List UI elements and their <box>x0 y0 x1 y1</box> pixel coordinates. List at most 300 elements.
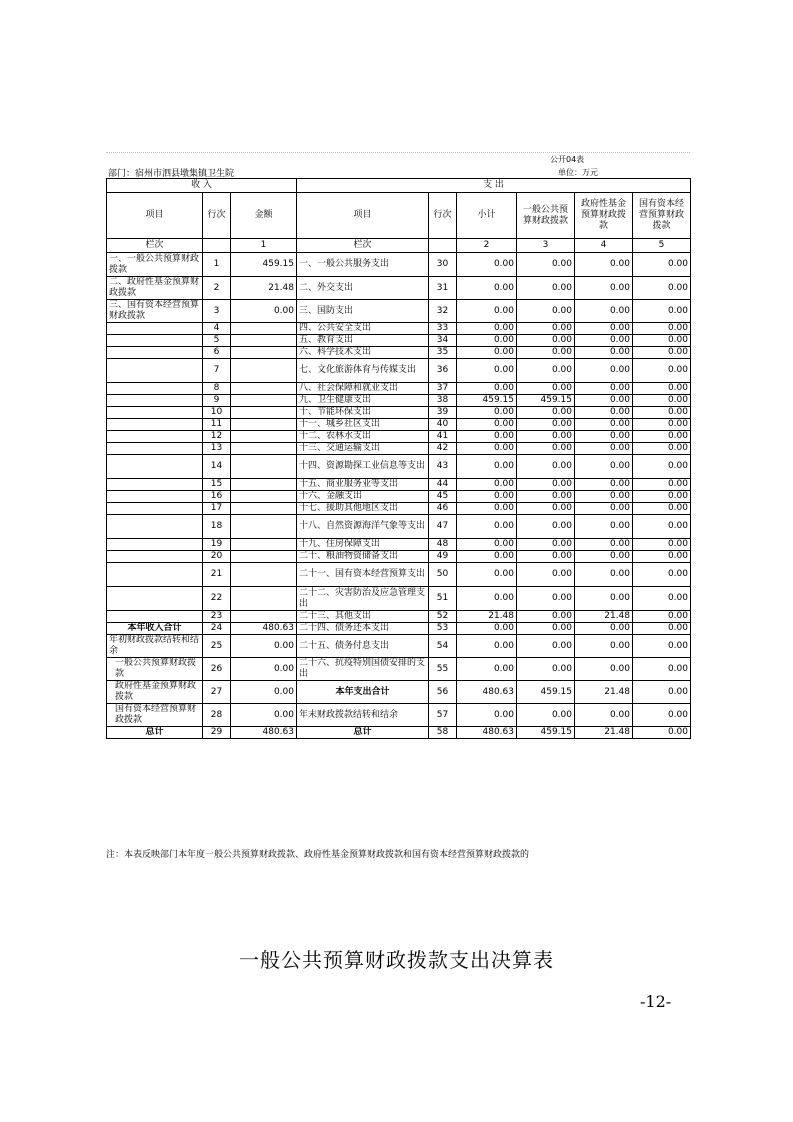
income-item: 总计 <box>107 727 203 739</box>
fund-value: 0.00 <box>575 503 633 515</box>
expense-item: 十八、自然资源海洋气象等支出 <box>297 515 429 539</box>
table-row <box>107 300 691 323</box>
expense-item: 总计 <box>297 727 429 739</box>
income-amount <box>231 335 297 347</box>
table-row <box>107 658 691 681</box>
income-row-no: 21 <box>203 563 231 587</box>
expense-row-no-header: 行次 <box>429 193 457 239</box>
income-item <box>107 383 203 395</box>
expense-row-no: 49 <box>429 551 457 563</box>
general-value: 0.00 <box>517 551 575 563</box>
general-value: 459.15 <box>517 681 575 704</box>
general-value: 0.00 <box>517 253 575 277</box>
income-item-header: 项目 <box>107 193 203 239</box>
general-value: 0.00 <box>517 623 575 635</box>
income-amount: 0.00 <box>231 681 297 704</box>
fund-value: 0.00 <box>575 587 633 611</box>
subtotal-value: 0.00 <box>457 623 517 635</box>
general-value: 459.15 <box>517 395 575 407</box>
budget-table <box>106 178 691 739</box>
fund-value: 0.00 <box>575 323 633 335</box>
income-amount <box>231 563 297 587</box>
fund-value: 0.00 <box>575 347 633 359</box>
subtotal-value: 0.00 <box>457 300 517 323</box>
income-item <box>107 491 203 503</box>
state-value: 0.00 <box>633 704 691 727</box>
expense-row-no: 55 <box>429 658 457 681</box>
expense-item-header: 项目 <box>297 193 429 239</box>
table-row <box>107 277 691 300</box>
table-row <box>107 359 691 383</box>
income-row-no: 5 <box>203 335 231 347</box>
income-row-no: 7 <box>203 359 231 383</box>
table-row <box>107 681 691 704</box>
income-row-no: 27 <box>203 681 231 704</box>
state-value: 0.00 <box>633 587 691 611</box>
general-value: 459.15 <box>517 727 575 739</box>
expense-item: 十一、城乡社区支出 <box>297 419 429 431</box>
income-row-no: 4 <box>203 323 231 335</box>
fund-value: 0.00 <box>575 515 633 539</box>
fund-value: 0.00 <box>575 551 633 563</box>
general-value: 0.00 <box>517 539 575 551</box>
income-amount: 459.15 <box>231 253 297 277</box>
state-value: 0.00 <box>633 681 691 704</box>
col-4: 4 <box>575 239 633 253</box>
fund-value: 21.48 <box>575 681 633 704</box>
state-value: 0.00 <box>633 611 691 623</box>
table-row <box>107 704 691 727</box>
fund-value: 0.00 <box>575 335 633 347</box>
table-row <box>107 419 691 431</box>
table-row <box>107 455 691 479</box>
expense-item: 十五、商业服务业等支出 <box>297 479 429 491</box>
subtotal-value: 0.00 <box>457 277 517 300</box>
expense-item: 二十四、债务还本支出 <box>297 623 429 635</box>
subtotal-value: 0.00 <box>457 635 517 658</box>
fund-value: 0.00 <box>575 300 633 323</box>
col-label: 栏次 <box>107 239 203 253</box>
expense-row-no: 57 <box>429 704 457 727</box>
income-amount <box>231 587 297 611</box>
expense-item: 十、节能环保支出 <box>297 407 429 419</box>
income-amount <box>231 431 297 443</box>
state-value: 0.00 <box>633 479 691 491</box>
income-amount: 480.63 <box>231 727 297 739</box>
expense-header: 支 出 <box>297 179 691 193</box>
header-row-1 <box>107 179 691 193</box>
fund-value: 21.48 <box>575 727 633 739</box>
expense-row-no: 33 <box>429 323 457 335</box>
expense-row-no: 41 <box>429 431 457 443</box>
general-value: 0.00 <box>517 563 575 587</box>
subtotal-value: 0.00 <box>457 359 517 383</box>
income-item <box>107 431 203 443</box>
state-value: 0.00 <box>633 551 691 563</box>
income-amount <box>231 323 297 335</box>
form-code: 公开04表 <box>550 155 585 164</box>
exp-col-blank <box>429 239 457 253</box>
state-value: 0.00 <box>633 635 691 658</box>
subtotal-value: 0.00 <box>457 253 517 277</box>
expense-row-no: 50 <box>429 563 457 587</box>
expense-item: 一、一般公共服务支出 <box>297 253 429 277</box>
income-item <box>107 539 203 551</box>
expense-row-no: 47 <box>429 515 457 539</box>
table-row <box>107 253 691 277</box>
income-item <box>107 515 203 539</box>
expense-row-no: 54 <box>429 635 457 658</box>
exp-col-label: 栏次 <box>297 239 429 253</box>
income-item <box>107 587 203 611</box>
expense-row-no: 52 <box>429 611 457 623</box>
fund-value: 21.48 <box>575 611 633 623</box>
income-amount: 21.48 <box>231 277 297 300</box>
fund-value: 0.00 <box>575 539 633 551</box>
income-row-no: 10 <box>203 407 231 419</box>
income-amount <box>231 347 297 359</box>
income-row-no: 29 <box>203 727 231 739</box>
income-amount: 480.63 <box>231 623 297 635</box>
table-row <box>107 491 691 503</box>
next-table-title: 一般公共预算财政拨款支出决算表 <box>239 948 554 972</box>
income-row-no: 28 <box>203 704 231 727</box>
state-value: 0.00 <box>633 395 691 407</box>
state-value: 0.00 <box>633 623 691 635</box>
subtotal-value: 0.00 <box>457 431 517 443</box>
general-value: 0.00 <box>517 383 575 395</box>
expense-row-no: 40 <box>429 419 457 431</box>
income-row-no: 15 <box>203 479 231 491</box>
income-amount <box>231 455 297 479</box>
general-value: 0.00 <box>517 419 575 431</box>
table-row <box>107 407 691 419</box>
state-value: 0.00 <box>633 419 691 431</box>
income-item <box>107 563 203 587</box>
income-row-no: 16 <box>203 491 231 503</box>
table-row <box>107 563 691 587</box>
general-value: 0.00 <box>517 359 575 383</box>
income-row-no: 17 <box>203 503 231 515</box>
expense-row-no: 44 <box>429 479 457 491</box>
expense-item: 七、文化旅游体育与传媒支出 <box>297 359 429 383</box>
income-amount <box>231 395 297 407</box>
income-item <box>107 323 203 335</box>
income-amount <box>231 503 297 515</box>
expense-row-no: 38 <box>429 395 457 407</box>
income-amount <box>231 515 297 539</box>
table-row <box>107 611 691 623</box>
state-value: 0.00 <box>633 515 691 539</box>
state-value: 0.00 <box>633 563 691 587</box>
expense-row-no: 58 <box>429 727 457 739</box>
subtotal-value: 0.00 <box>457 491 517 503</box>
expense-row-no: 53 <box>429 623 457 635</box>
income-row-no: 20 <box>203 551 231 563</box>
expense-item: 十四、资源勘探工业信息等支出 <box>297 455 429 479</box>
state-value: 0.00 <box>633 455 691 479</box>
expense-item: 二十二、灾害防治及应急管理支出 <box>297 587 429 611</box>
state-value: 0.00 <box>633 383 691 395</box>
table-row <box>107 623 691 635</box>
fund-value: 0.00 <box>575 443 633 455</box>
income-item <box>107 443 203 455</box>
subtotal-value: 0.00 <box>457 335 517 347</box>
expense-row-no: 56 <box>429 681 457 704</box>
income-amount <box>231 479 297 491</box>
subtotal-value: 21.48 <box>457 611 517 623</box>
expense-row-no: 43 <box>429 455 457 479</box>
income-row-no: 13 <box>203 443 231 455</box>
income-item <box>107 347 203 359</box>
general-value: 0.00 <box>517 323 575 335</box>
expense-row-no: 31 <box>429 277 457 300</box>
income-item: 政府性基金预算财政拨款 <box>107 681 203 704</box>
general-value: 0.00 <box>517 443 575 455</box>
subtotal-value: 480.63 <box>457 727 517 739</box>
expense-row-no: 42 <box>429 443 457 455</box>
income-row-no: 19 <box>203 539 231 551</box>
state-value: 0.00 <box>633 431 691 443</box>
table-note: 注：本表反映部门本年度一般公共预算财政拨款、政府性基金预算财政拨款和国有资本经营预算财政拨款的 <box>106 850 530 860</box>
subtotal-value: 0.00 <box>457 515 517 539</box>
income-amount <box>231 551 297 563</box>
col-3: 3 <box>517 239 575 253</box>
col-5: 5 <box>633 239 691 253</box>
expense-item: 十六、金融支出 <box>297 491 429 503</box>
state-value: 0.00 <box>633 253 691 277</box>
expense-item: 八、社会保障和就业支出 <box>297 383 429 395</box>
state-value: 0.00 <box>633 491 691 503</box>
income-row-no: 26 <box>203 658 231 681</box>
subtotal-value: 0.00 <box>457 551 517 563</box>
income-amount <box>231 383 297 395</box>
expense-row-no: 45 <box>429 491 457 503</box>
expense-item: 五、教育支出 <box>297 335 429 347</box>
table-row <box>107 431 691 443</box>
general-value: 0.00 <box>517 491 575 503</box>
table-row <box>107 551 691 563</box>
subtotal-value: 0.00 <box>457 419 517 431</box>
department-name: 部门：宿州市泗县墩集镇卫生院 <box>108 169 235 179</box>
table-row <box>107 635 691 658</box>
income-item <box>107 395 203 407</box>
col-2: 2 <box>457 239 517 253</box>
income-item <box>107 551 203 563</box>
general-value: 0.00 <box>517 431 575 443</box>
subtotal-value: 459.15 <box>457 395 517 407</box>
fund-value: 0.00 <box>575 704 633 727</box>
fund-value: 0.00 <box>575 419 633 431</box>
table-row <box>107 395 691 407</box>
expense-row-no: 34 <box>429 335 457 347</box>
col-1: 1 <box>231 239 297 253</box>
income-item <box>107 455 203 479</box>
income-item <box>107 479 203 491</box>
income-item <box>107 407 203 419</box>
income-row-no: 18 <box>203 515 231 539</box>
income-row-no: 3 <box>203 300 231 323</box>
expense-item: 十七、援助其他地区支出 <box>297 503 429 515</box>
expense-row-no: 30 <box>429 253 457 277</box>
expense-row-no: 39 <box>429 407 457 419</box>
table-row <box>107 323 691 335</box>
table-row <box>107 503 691 515</box>
expense-row-no: 51 <box>429 587 457 611</box>
income-amount: 0.00 <box>231 300 297 323</box>
subtotal-value: 0.00 <box>457 323 517 335</box>
unit-label: 单位：万元 <box>558 168 598 177</box>
income-item: 年初财政拨款结转和结余 <box>107 635 203 658</box>
general-value: 0.00 <box>517 455 575 479</box>
expense-row-no: 48 <box>429 539 457 551</box>
fund-value: 0.00 <box>575 359 633 383</box>
expense-row-no: 35 <box>429 347 457 359</box>
subtotal-value: 0.00 <box>457 347 517 359</box>
fund-value: 0.00 <box>575 277 633 300</box>
income-amount <box>231 359 297 383</box>
fund-value: 0.00 <box>575 635 633 658</box>
subtotal-value: 0.00 <box>457 479 517 491</box>
subtotal-value: 480.63 <box>457 681 517 704</box>
income-row-no: 12 <box>203 431 231 443</box>
income-item: 三、国有资本经营预算财政拨款 <box>107 300 203 323</box>
state-value: 0.00 <box>633 539 691 551</box>
income-row-no: 9 <box>203 395 231 407</box>
income-amount <box>231 491 297 503</box>
table-row <box>107 479 691 491</box>
subtotal-value: 0.00 <box>457 383 517 395</box>
general-value: 0.00 <box>517 704 575 727</box>
income-item <box>107 611 203 623</box>
income-row-no: 24 <box>203 623 231 635</box>
income-amount: 0.00 <box>231 658 297 681</box>
col-blank <box>203 239 231 253</box>
income-row-no: 6 <box>203 347 231 359</box>
income-item: 一般公共预算财政拨款 <box>107 658 203 681</box>
expense-item: 二十五、债务付息支出 <box>297 635 429 658</box>
income-item: 本年收入合计 <box>107 623 203 635</box>
income-row-no: 25 <box>203 635 231 658</box>
expense-item: 十九、住房保障支出 <box>297 539 429 551</box>
expense-item: 二十六、抗疫特别国债安排的支出 <box>297 658 429 681</box>
state-header: 国有资本经营预算财政拨款 <box>633 193 691 239</box>
fund-value: 0.00 <box>575 395 633 407</box>
subtotal-value: 0.00 <box>457 704 517 727</box>
expense-item: 二十、粮油物资储备支出 <box>297 551 429 563</box>
fund-value: 0.00 <box>575 658 633 681</box>
general-value: 0.00 <box>517 335 575 347</box>
table-row <box>107 587 691 611</box>
state-value: 0.00 <box>633 503 691 515</box>
expense-item: 二十一、国有资本经营预算支出 <box>297 563 429 587</box>
general-value: 0.00 <box>517 515 575 539</box>
subtotal-value: 0.00 <box>457 503 517 515</box>
income-row-no: 23 <box>203 611 231 623</box>
state-value: 0.00 <box>633 359 691 383</box>
fund-value: 0.00 <box>575 479 633 491</box>
subtotal-value: 0.00 <box>457 455 517 479</box>
income-row-no: 14 <box>203 455 231 479</box>
income-row-no: 22 <box>203 587 231 611</box>
expense-item: 六、科学技术支出 <box>297 347 429 359</box>
state-value: 0.00 <box>633 335 691 347</box>
expense-item: 十二、农林水支出 <box>297 431 429 443</box>
table-row <box>107 335 691 347</box>
expense-item: 年末财政拨款结转和结余 <box>297 704 429 727</box>
income-item <box>107 335 203 347</box>
income-amount <box>231 419 297 431</box>
state-value: 0.00 <box>633 300 691 323</box>
subtotal-value: 0.00 <box>457 539 517 551</box>
expense-row-no: 32 <box>429 300 457 323</box>
general-value: 0.00 <box>517 479 575 491</box>
general-header: 一般公共预算财政拨款 <box>517 193 575 239</box>
fund-value: 0.00 <box>575 563 633 587</box>
table-row <box>107 727 691 739</box>
table-row <box>107 347 691 359</box>
subtotal-header: 小计 <box>457 193 517 239</box>
column-number-row <box>107 239 691 253</box>
fund-value: 0.00 <box>575 431 633 443</box>
expense-item: 三、国防支出 <box>297 300 429 323</box>
fund-value: 0.00 <box>575 407 633 419</box>
expense-item: 本年支出合计 <box>297 681 429 704</box>
income-row-no: 1 <box>203 253 231 277</box>
fund-value: 0.00 <box>575 383 633 395</box>
income-amount <box>231 407 297 419</box>
income-item <box>107 359 203 383</box>
subtotal-value: 0.00 <box>457 443 517 455</box>
fund-value: 0.00 <box>575 253 633 277</box>
state-value: 0.00 <box>633 347 691 359</box>
state-value: 0.00 <box>633 443 691 455</box>
general-value: 0.00 <box>517 347 575 359</box>
fund-value: 0.00 <box>575 491 633 503</box>
general-value: 0.00 <box>517 407 575 419</box>
expense-item: 四、公共安全支出 <box>297 323 429 335</box>
subtotal-value: 0.00 <box>457 563 517 587</box>
table-row <box>107 515 691 539</box>
income-row-no: 11 <box>203 419 231 431</box>
page-number: -12- <box>640 992 672 1011</box>
department-line <box>106 165 690 178</box>
state-value: 0.00 <box>633 277 691 300</box>
income-row-no-header: 行次 <box>203 193 231 239</box>
income-header: 收 入 <box>107 179 297 193</box>
expense-row-no: 37 <box>429 383 457 395</box>
income-amount <box>231 611 297 623</box>
income-item <box>107 503 203 515</box>
general-value: 0.00 <box>517 503 575 515</box>
income-amount: 0.00 <box>231 635 297 658</box>
general-value: 0.00 <box>517 635 575 658</box>
general-value: 0.00 <box>517 587 575 611</box>
general-value: 0.00 <box>517 277 575 300</box>
expense-item: 十三、交通运输支出 <box>297 443 429 455</box>
expense-row-no: 46 <box>429 503 457 515</box>
general-value: 0.00 <box>517 300 575 323</box>
income-item: 二、政府性基金预算财政拨款 <box>107 277 203 300</box>
header-row-2 <box>107 193 691 239</box>
fund-value: 0.00 <box>575 455 633 479</box>
table-row <box>107 443 691 455</box>
income-item: 国有资本经营预算财政拨款 <box>107 704 203 727</box>
income-amount: 0.00 <box>231 704 297 727</box>
income-amount <box>231 443 297 455</box>
table-row <box>107 383 691 395</box>
expense-item: 二十三、其他支出 <box>297 611 429 623</box>
